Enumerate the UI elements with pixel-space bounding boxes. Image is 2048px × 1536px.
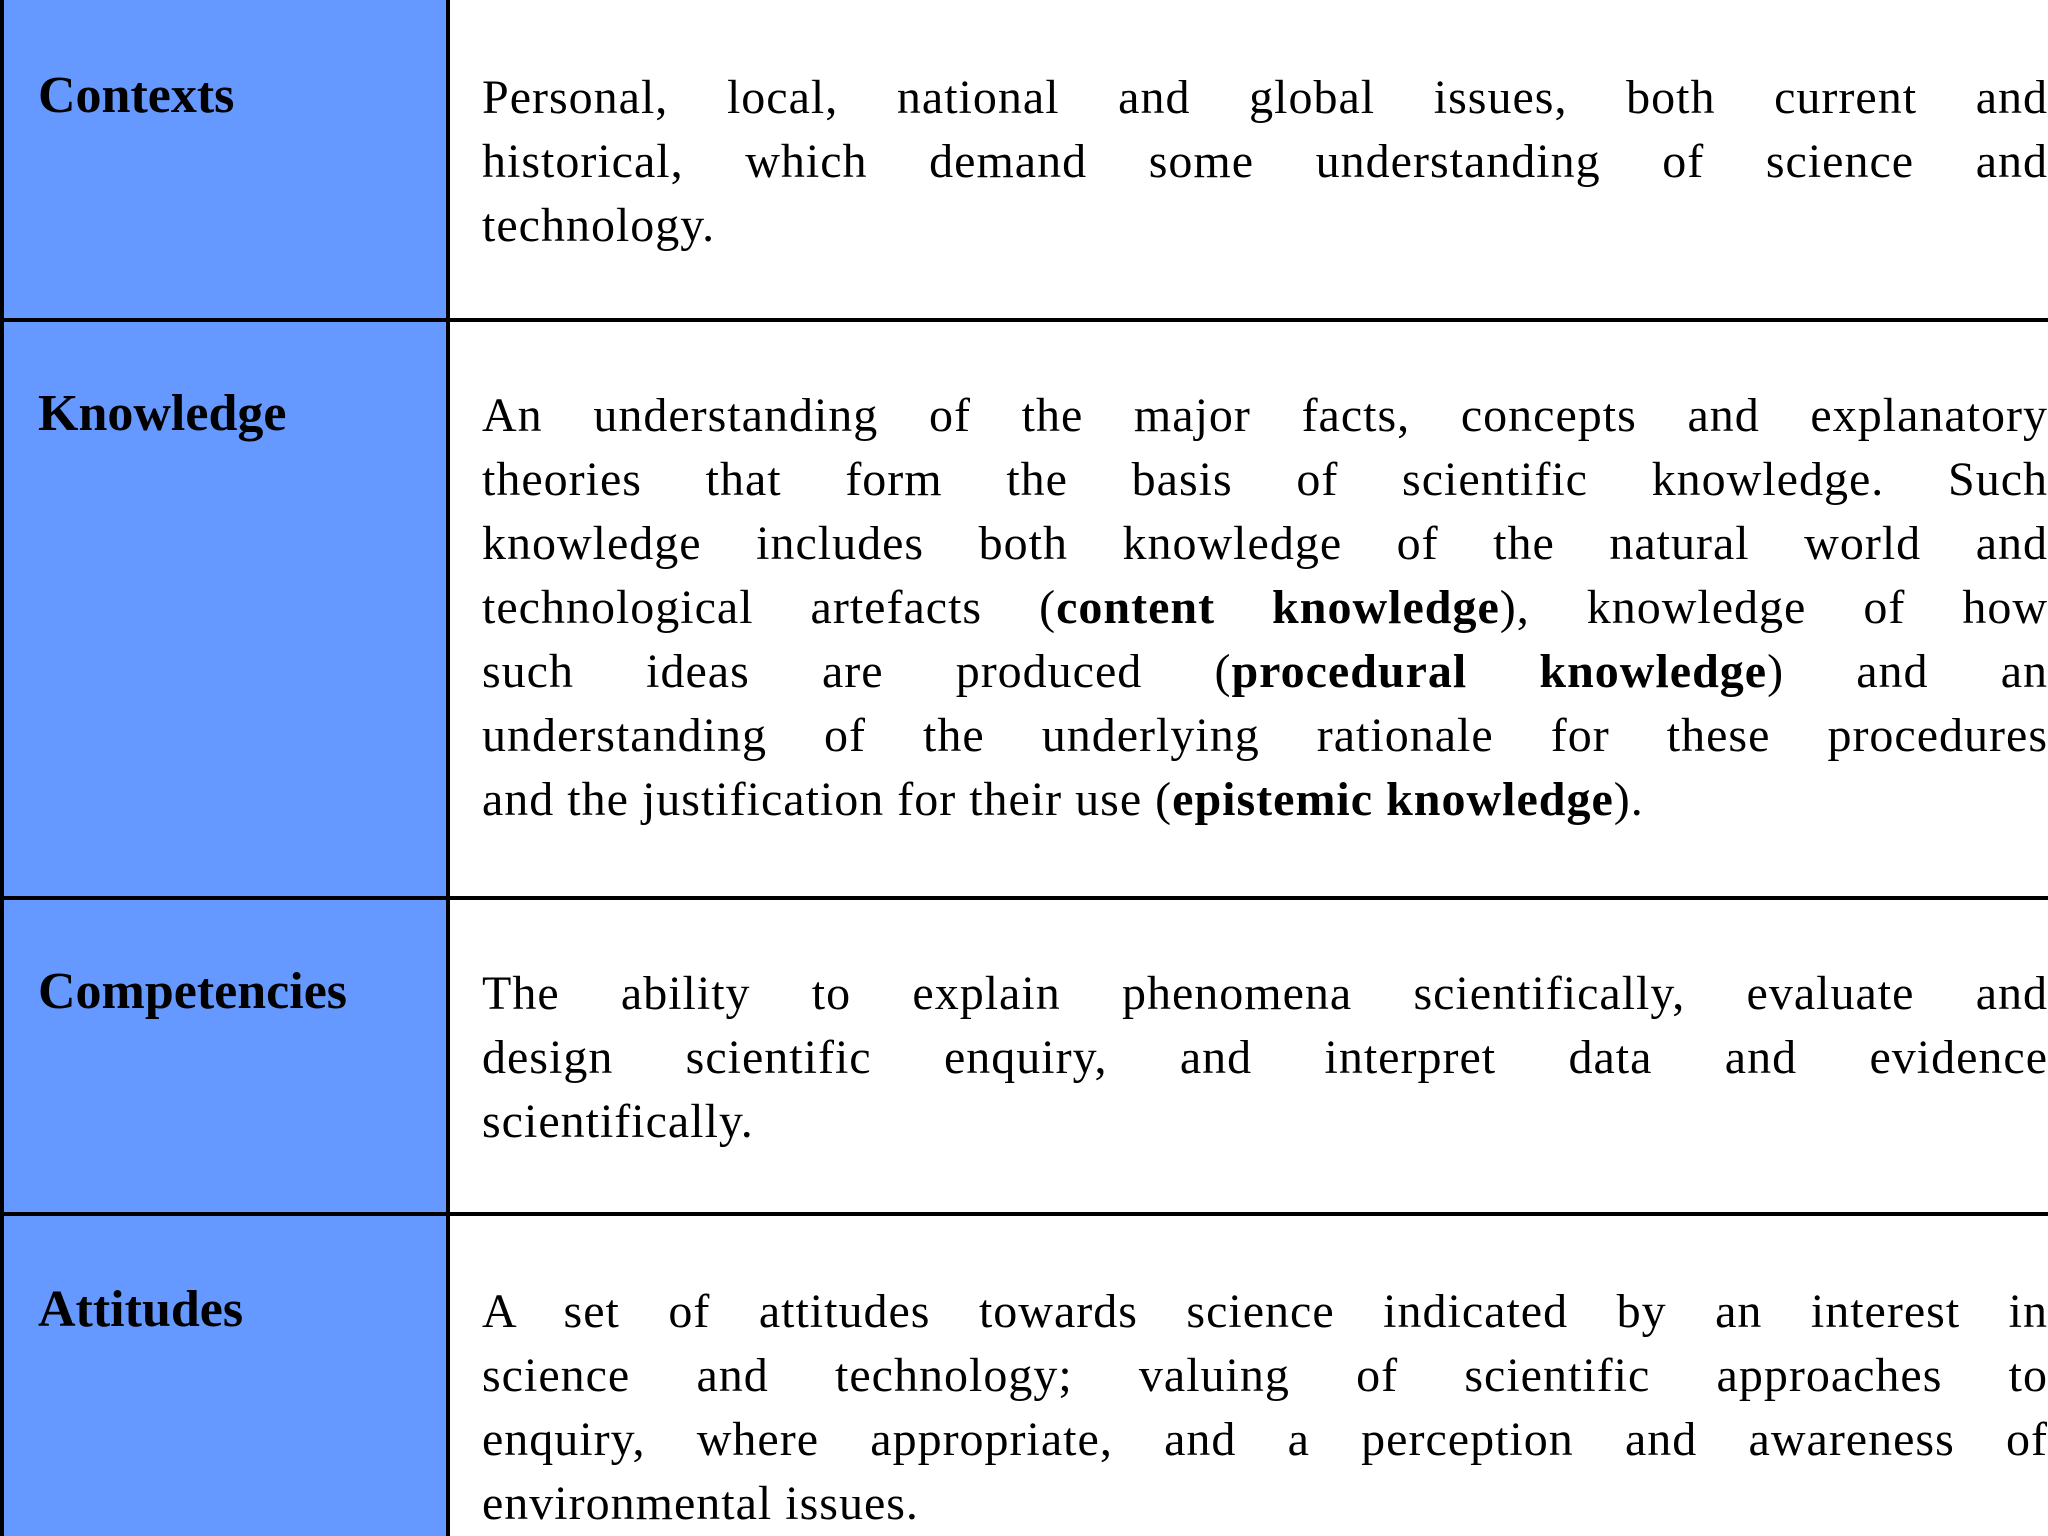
row-header-cell [0, 1216, 450, 1536]
description-line: An understanding of the major facts, concepts and explanatory [482, 389, 2048, 442]
description-line: scientifically. [482, 1095, 754, 1148]
table-row-attitudes [0, 1216, 2048, 1536]
description-line: historical, which demand some understanding of science and [482, 135, 2048, 188]
bold-term-procedural-knowledge: procedural knowledge [1231, 645, 1768, 698]
row-header-cell [0, 322, 450, 898]
row-description [482, 962, 2048, 1154]
row-header-cell [0, 900, 450, 1214]
description-line [482, 768, 2048, 832]
description-line: understanding of the underlying rationale for these procedures [482, 709, 2048, 762]
description-line: The ability to explain phenomena scientifically, evaluate and [482, 967, 2048, 1020]
text-segment: ) and an [1767, 645, 2048, 698]
description-line: A set of attitudes towards science indicated by an interest in [482, 1285, 2048, 1338]
description-line: design scientific enquiry, and interpret data and evidence [482, 1031, 2048, 1084]
row-header-label: Competencies [38, 963, 348, 1020]
description-line: science and technology; valuing of scientific approaches to [482, 1349, 2048, 1402]
row-header-label: Contexts [38, 67, 235, 124]
description-line: theories that form the basis of scientific knowledge. Such [482, 453, 2048, 506]
text-segment: technological artefacts ( [482, 581, 1057, 634]
row-header-cell [0, 0, 450, 320]
table-row-knowledge [0, 322, 2048, 898]
row-header-label: Attitudes [38, 1281, 244, 1338]
bold-term-epistemic-knowledge: epistemic knowledge [1172, 773, 1614, 826]
table-row-competencies [0, 900, 2048, 1214]
bold-term-content-knowledge: content knowledge [1056, 581, 1500, 634]
description-line: technology. [482, 199, 716, 252]
row-description [482, 384, 2048, 832]
description-line: enquiry, where appropriate, and a perception and awareness of [482, 1413, 2048, 1466]
text-segment: such ideas are produced ( [482, 645, 1232, 698]
row-header-label: Knowledge [38, 385, 287, 442]
row-description [482, 66, 2048, 258]
description-line [482, 640, 2048, 704]
description-line: environmental issues. [482, 1477, 919, 1530]
description-line [482, 576, 2048, 640]
description-line: Personal, local, national and global issues, both current and [482, 71, 2048, 124]
text-segment: ). [1613, 773, 1644, 826]
row-description [482, 1280, 2048, 1536]
description-line: knowledge includes both knowledge of the natural world and [482, 517, 2048, 570]
text-segment: and the justification for their use ( [482, 773, 1173, 826]
table-row-contexts [0, 0, 2048, 320]
text-segment: ), knowledge of how [1499, 581, 2048, 634]
